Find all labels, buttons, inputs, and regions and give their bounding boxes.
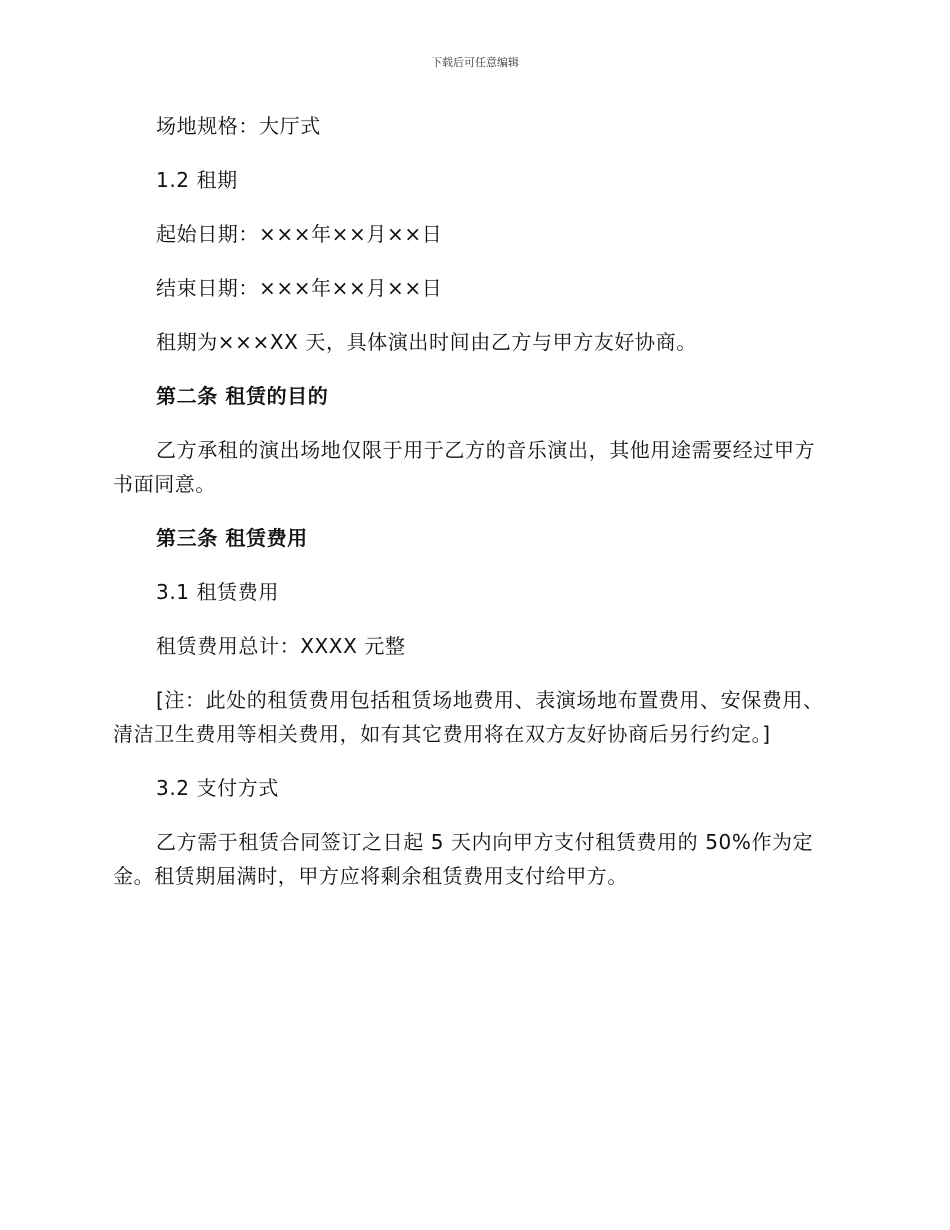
- paragraph-lease-purpose: 乙方承租的演出场地仅限于用于乙方的音乐演出，其他用途需要经过甲方书面同意。: [113, 438, 816, 496]
- paragraph-fee-note: [注：此处的租赁费用包括租赁场地费用、表演场地布置费用、安保费用、清洁卫生费用等相关费用，如有其它费用将在双方友好协商后另行约定。]: [113, 688, 824, 746]
- article-three-heading: 第三条 租赁费用: [156, 526, 308, 550]
- paragraph-venue-spec: 场地规格：大厅式: [156, 114, 321, 138]
- paragraph-fee-total: 租赁费用总计：XXXX 元整: [156, 634, 406, 658]
- paragraph-end-date: 结束日期：×××年××月××日: [156, 276, 443, 300]
- document-body: [113, 109, 833, 913]
- article-two-heading: 第二条 租赁的目的: [156, 384, 329, 408]
- paragraph-payment-terms: 乙方需于租赁合同签订之日起 5 天内向甲方支付租赁费用的 50%作为定金。租赁期届满时，甲方应将剩余租赁费用支付给甲方。: [113, 830, 814, 888]
- paragraph-start-date: 起始日期：×××年××月××日: [156, 222, 443, 246]
- page-header-note: 下载后可任意编辑: [431, 56, 519, 69]
- paragraph-lease-term-heading: 1.2 租期: [156, 168, 238, 192]
- paragraph-payment-heading: 3.2 支付方式: [156, 776, 279, 800]
- paragraph-lease-duration: 租期为×××XX 天，具体演出时间由乙方与甲方友好协商。: [156, 330, 697, 354]
- paragraph-fee-heading: 3.1 租赁费用: [156, 580, 279, 604]
